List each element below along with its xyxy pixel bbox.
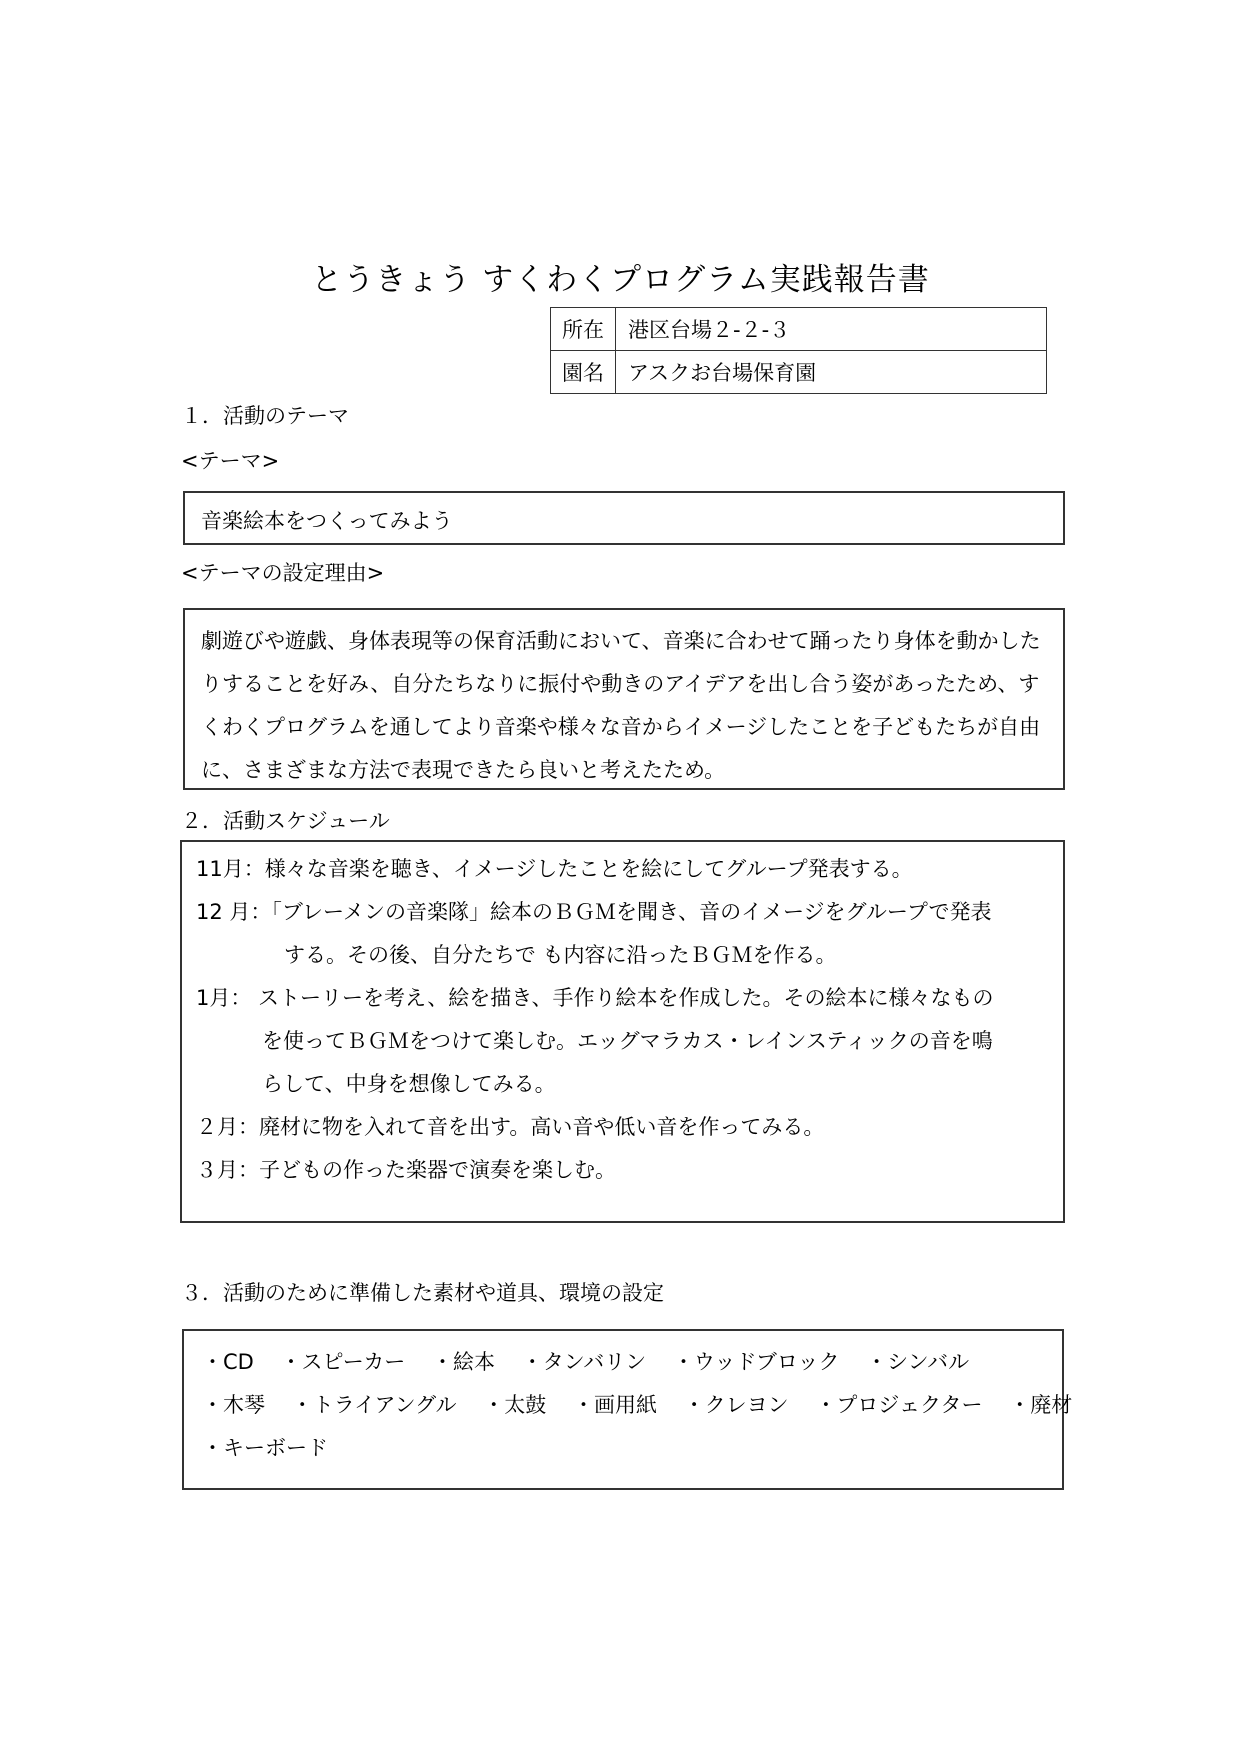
list-item: ・タンバリン (521, 1350, 647, 1374)
school-name-label: 園名 (551, 351, 616, 394)
list-item: ・木琴 (202, 1393, 265, 1417)
info-table (550, 307, 1047, 394)
materials-row (202, 1341, 1050, 1384)
materials-row (202, 1384, 1073, 1427)
schedule-line: 12 月：「ブレーメンの音楽隊」絵本のＢＧＭを聞き、音のイメージをグループで発表 (196, 900, 992, 924)
table-row (551, 308, 1047, 351)
theme-label: <テーマ> (181, 449, 280, 473)
list-item: ・クレヨン (683, 1393, 789, 1417)
list-item: ・CD (202, 1350, 254, 1374)
schedule-line: ３月：子どもの作った楽器で演奏を楽しむ。 (196, 1158, 616, 1182)
location-value: 港区台場２-２-３ (616, 308, 1047, 351)
list-item: ・廃材 (1009, 1393, 1073, 1417)
list-item: ・シンバル (866, 1350, 970, 1374)
list-item: ・絵本 (432, 1350, 495, 1374)
page-title: とうきょう すくわくプログラム実践報告書 (311, 262, 930, 298)
schedule-line: らして、中身を想像してみる。 (262, 1072, 556, 1096)
section1-heading: １．活動のテーマ (181, 404, 349, 428)
list-item: ・ウッドブロック (672, 1350, 840, 1374)
school-name-value: アスクお台場保育園 (616, 351, 1047, 394)
table-row (551, 351, 1047, 394)
schedule-line: 1月： ストーリーを考え、絵を描き、手作り絵本を作成した。その絵本に様々なもの (196, 986, 994, 1010)
schedule-line: する。その後、自分たちで も内容に沿ったＢＧＭを作る。 (284, 943, 837, 967)
schedule-line: ２月：廃材に物を入れて音を出す。高い音や低い音を作ってみる。 (196, 1115, 825, 1139)
list-item: ・プロジェクター (815, 1393, 983, 1417)
list-item: ・スピーカー (280, 1350, 406, 1374)
section2-heading: ２．活動スケジュール (181, 809, 390, 833)
reason-text: 劇遊びや遊戯、身体表現等の保育活動において、音楽に合わせて踊ったり身体を動かしたりすることを好み、自分たちなりに振付や動きのアイデアを出し合う姿があったため、すくわくプログラムを通してより音楽や様々な音からイメージしたことを子どもたちが自由に、さまざまな方法で表現できたら良いと考えたため。 (201, 629, 1041, 782)
section3-heading: ３．活動のために準備した素材や道具、環境の設定 (181, 1281, 664, 1305)
reason-label: <テーマの設定理由> (181, 561, 385, 585)
list-item: ・太鼓 (483, 1393, 547, 1417)
materials-row (202, 1427, 1050, 1470)
theme-box (183, 491, 1065, 545)
theme-text: 音楽絵本をつくってみよう (201, 509, 453, 533)
location-label: 所在 (551, 308, 616, 351)
list-item: ・キーボード (202, 1436, 328, 1460)
schedule-box (180, 840, 1065, 1223)
schedule-line: を使ってＢＧＭをつけて楽しむ。エッグマラカス・レインスティックの音を鳴 (262, 1029, 993, 1053)
materials-box (182, 1329, 1073, 1490)
list-item: ・トライアングル (291, 1393, 457, 1417)
list-item: ・画用紙 (572, 1393, 657, 1417)
reason-box (183, 608, 1065, 790)
schedule-line: 11月：様々な音楽を聴き、イメージしたことを絵にしてグループ発表する。 (196, 857, 913, 881)
